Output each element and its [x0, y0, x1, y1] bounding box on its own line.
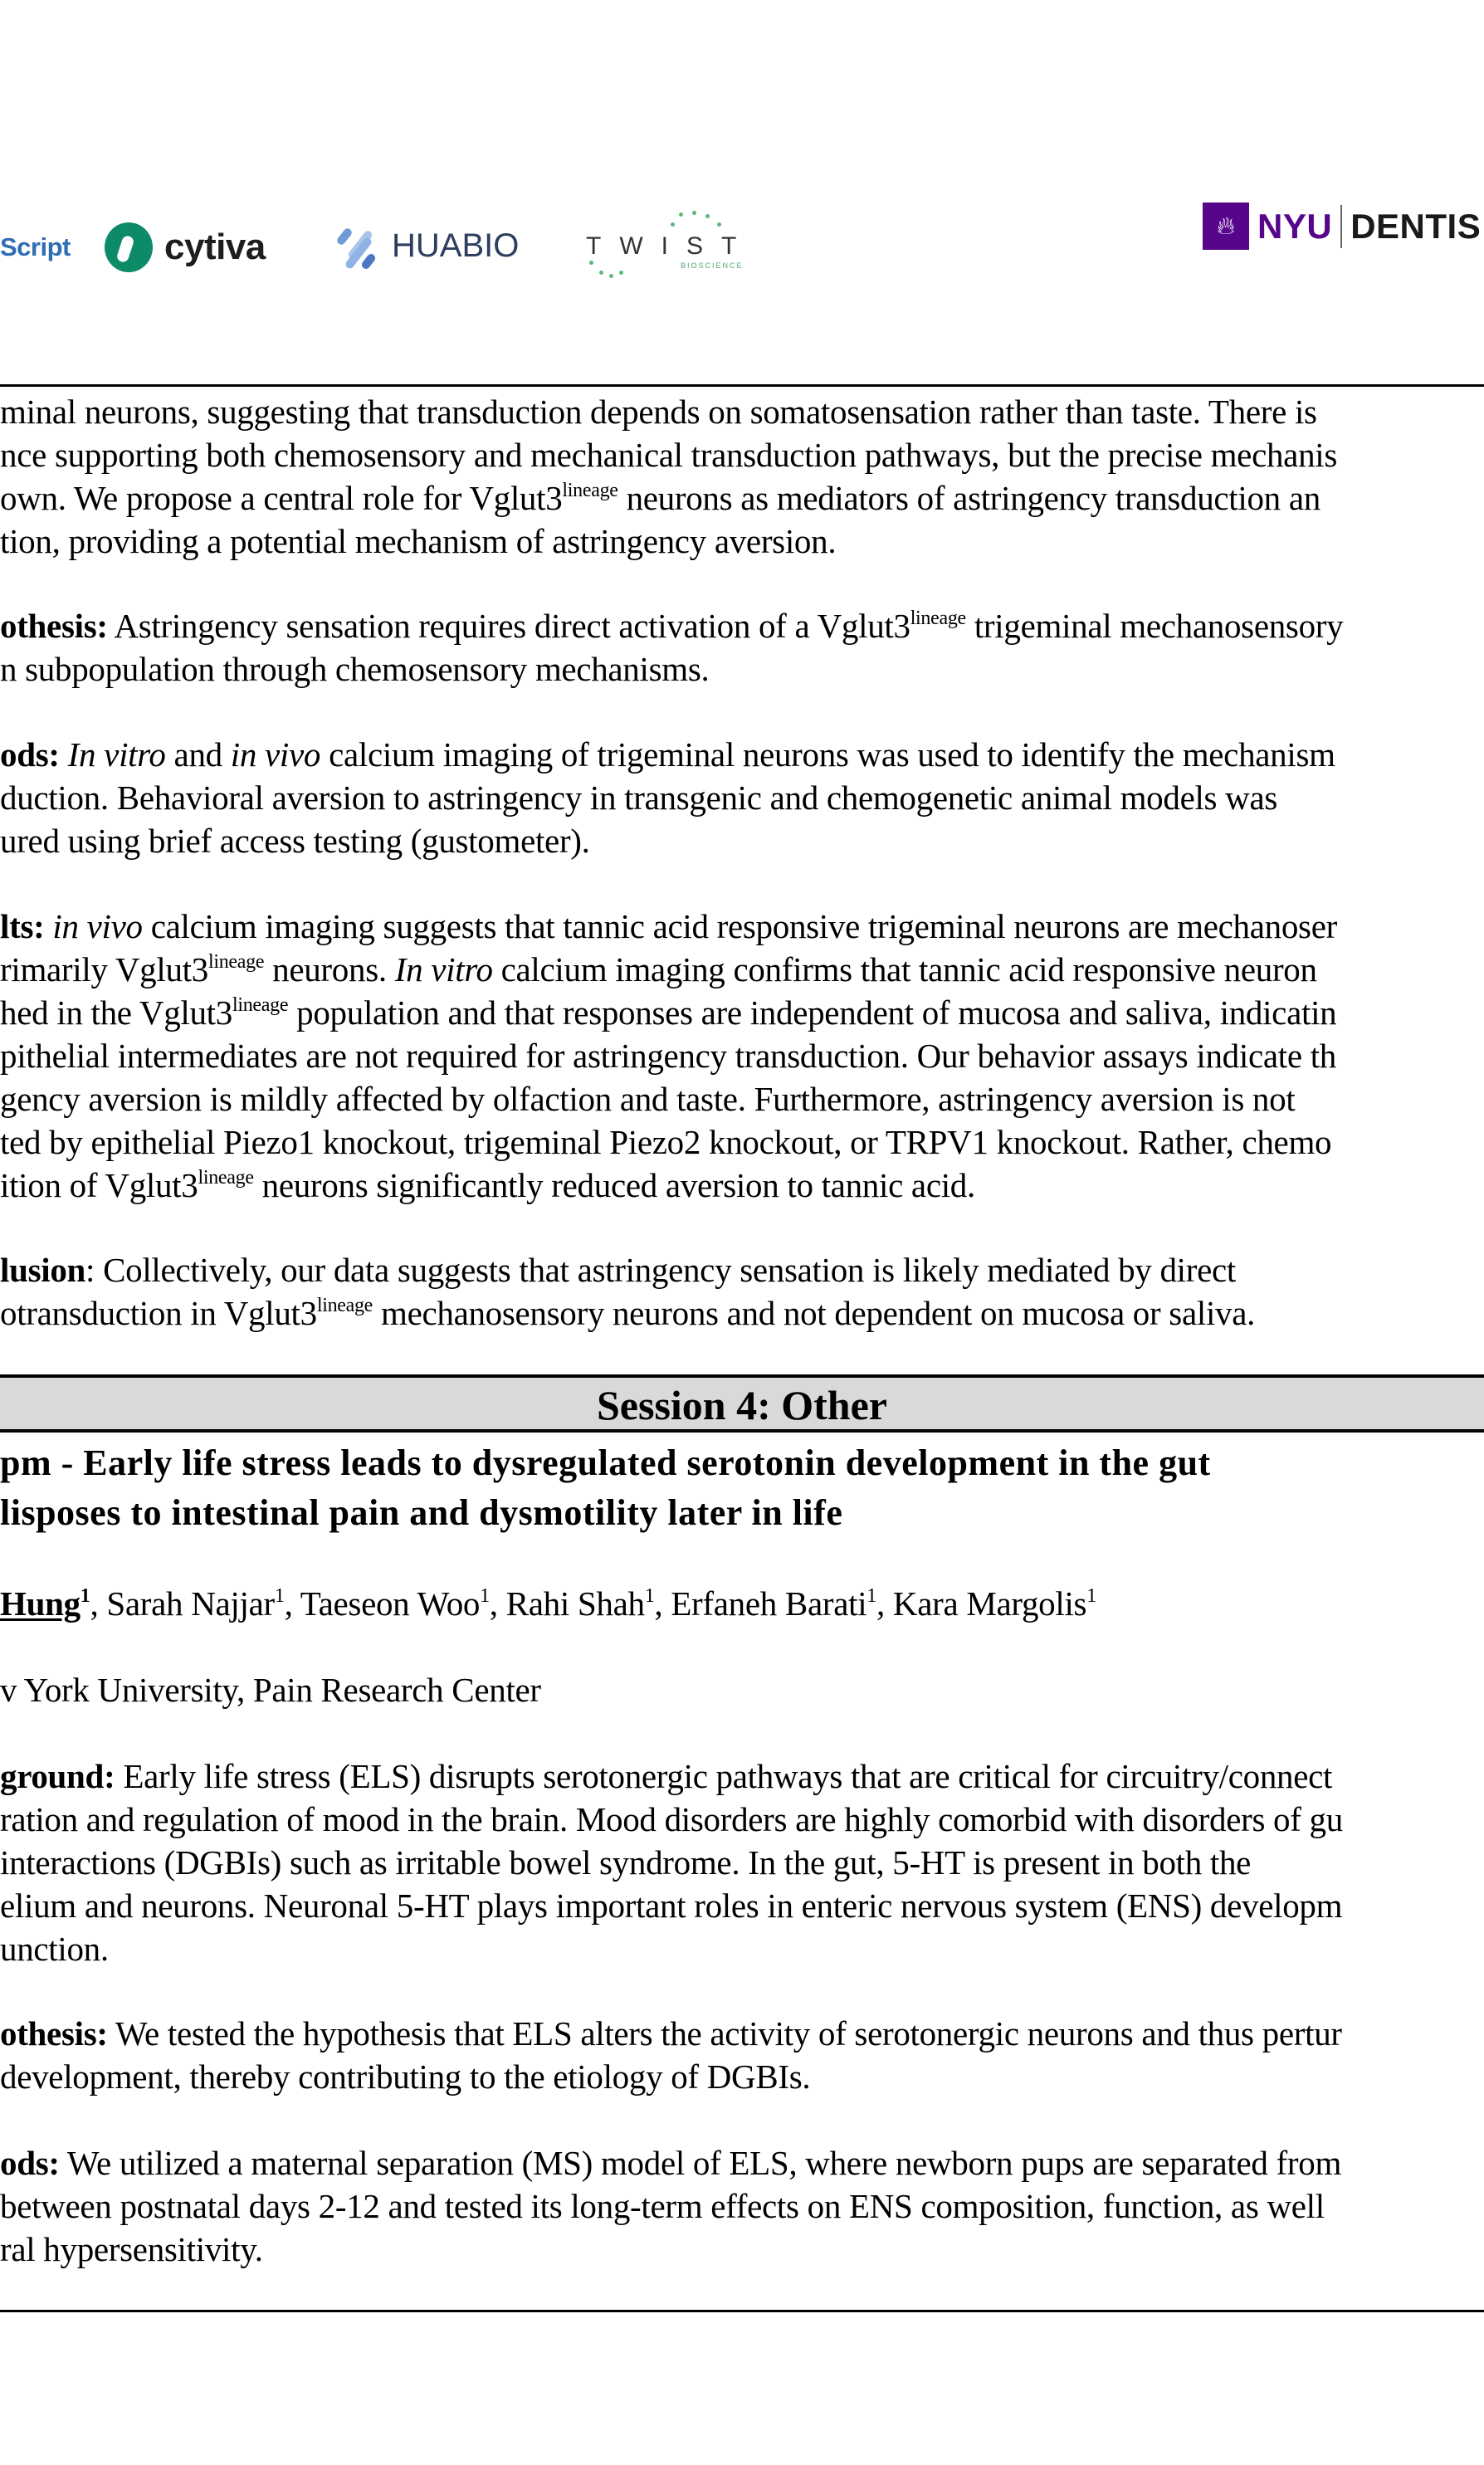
- author: Sarah Najjar: [106, 1584, 275, 1623]
- methods-line: between postnatal days 2-12 and tested its long-term effects on ENS composition, function, as well: [0, 2187, 1325, 2225]
- results-line: ted by epithelial Piezo1 knockout, trigeminal Piezo2 knockout, or TRPV1 knockout. Rather, chemo: [0, 1123, 1332, 1161]
- affiliation: v York University, Pain Research Center: [0, 1671, 541, 1709]
- hypothesis-paragraph: othesis: We tested the hypothesis that ELS alters the activity of serotonergic neurons and thus pertur: [0, 2014, 1342, 2053]
- results-paragraph: lts: in vivo calcium imaging suggests that tannic acid responsive trigeminal neurons are mechanoser: [0, 907, 1337, 945]
- background-line: interactions (DGBIs) such as irritable bowel syndrome. In the gut, 5-HT is present in both the: [0, 1843, 1252, 1882]
- conclusion-line: otransduction in $Vglut3^{lineage}$ mechanosensory neurons and not dependent on mucosa or saliva.: [0, 1294, 1256, 1332]
- hypothesis-line: n subpopulation through chemosensory mechanisms.: [0, 650, 710, 688]
- author: Rahi Shah: [505, 1584, 645, 1623]
- talk-title-line: lisposes to intestinal pain and dysmotility later in life: [0, 1492, 843, 1533]
- presenting-author: Hung: [0, 1584, 81, 1623]
- methods-label: ods:: [0, 735, 60, 774]
- huabio-logo: [335, 222, 519, 269]
- huabio-logo-text: HUABIO: [392, 227, 520, 264]
- background-line: minal neurons, suggesting that transduction depends on somatosensation rather than taste. There is: [0, 393, 1317, 431]
- results-line: rimarily $Vglut3^{lineage}$ neurons. In vitro calcium imaging confirms that tannic acid responsive neuron: [0, 950, 1317, 988]
- results-line: gency aversion is mildly affected by olfaction and taste. Furthermore, astringency aversion is not: [0, 1080, 1296, 1118]
- background-line: ration and regulation of mood in the brain. Mood disorders are highly comorbid with disorders of gu: [0, 1800, 1343, 1838]
- methods-line: duction. Behavioral aversion to astringency in transgenic and chemogenetic animal models was: [0, 779, 1278, 817]
- background-line: tion, providing a potential mechanism of astringency aversion.: [0, 522, 837, 560]
- background-line: elium and neurons. Neuronal 5-HT plays important roles in enteric nervous system (ENS) developm: [0, 1887, 1343, 1925]
- background-line: nce supporting both chemosensory and mechanical transduction pathways, but the precise mechanis: [0, 436, 1338, 474]
- methods-label: ods:: [0, 2144, 60, 2182]
- nyu-dentistry-logo: [1203, 203, 1481, 250]
- author: Kara Margolis: [892, 1584, 1087, 1623]
- bottom-divider: [0, 2310, 1484, 2312]
- twist-logo-subtext: BIOSCIENCE: [681, 261, 744, 270]
- genscript-logo-text: Script: [0, 232, 71, 261]
- hypothesis-label: othesis:: [0, 2014, 108, 2053]
- results-line: pithelial intermediates are not required for astringency transduction. Our behavior assays indicate th: [0, 1037, 1336, 1075]
- methods-line: ured using brief access testing (gustometer).: [0, 822, 590, 860]
- cytiva-logo-text: cytiva: [164, 227, 266, 267]
- background-line: unction.: [0, 1930, 109, 1968]
- background-label: ground:: [0, 1757, 115, 1795]
- nyu-logo-text: NYU: [1257, 206, 1333, 246]
- methods-line: ral hypersensitivity.: [0, 2230, 263, 2268]
- hypothesis-line: development, thereby contributing to the etiology of DGBIs.: [0, 2057, 811, 2096]
- huabio-stripes-icon: [335, 222, 383, 269]
- cytiva-mark-icon: [105, 222, 153, 272]
- results-line: ition of $Vglut3^{lineage}$ neurons significantly reduced aversion to tannic acid.: [0, 1166, 975, 1204]
- methods-paragraph: ods: In vitro and in vivo calcium imaging of trigeminal neurons was used to identify the mechanism: [0, 735, 1335, 774]
- session-title: Session 4: Other: [597, 1382, 887, 1428]
- twist-logo-text: TWIST: [586, 232, 755, 260]
- twist-bioscience-logo: [581, 209, 755, 284]
- results-label: lts:: [0, 907, 45, 945]
- conclusion-paragraph: lusion: Collectively, our data suggests that astringency sensation is likely mediated by direct: [0, 1251, 1236, 1289]
- cytiva-logo: [105, 222, 266, 272]
- author: Erfaneh Barati: [671, 1584, 867, 1623]
- hypothesis-label: othesis:: [0, 607, 108, 645]
- methods-paragraph: ods: We utilized a maternal separation (MS) model of ELS, where newborn pups are separated from: [0, 2144, 1342, 2182]
- background-line: own. We propose a central role for $Vglut3^{lineage}$ neurons as mediators of astringency transduction an: [0, 479, 1320, 517]
- hypothesis-paragraph: othesis: Astringency sensation requires direct activation of a $Vglut3^{lineage}$ trigeminal mechanosensory: [0, 607, 1344, 645]
- logo-separator: [1340, 205, 1342, 248]
- genscript-logo: [0, 232, 71, 262]
- conclusion-label: lusion: [0, 1251, 86, 1289]
- dentistry-logo-text: DENTIS: [1350, 206, 1482, 246]
- author-list: Hung$^1$, Sarah Najjar$^1$, Taeseon Woo$^1$, Rahi Shah$^1$, Erfaneh Barati$^1$, Kara Margolis$^1$: [0, 1584, 1096, 1623]
- torch-icon: 🔥︎: [1203, 203, 1249, 250]
- results-line: hed in the $Vglut3^{lineage}$ population and that responses are independent of mucosa and saliva, indicatin: [0, 993, 1337, 1032]
- author: Taeseon Woo: [300, 1584, 481, 1623]
- talk-title-line: pm - Early life stress leads to dysregulated serotonin development in the gut: [0, 1442, 1211, 1483]
- background-paragraph: ground: Early life stress (ELS) disrupts serotonergic pathways that are critical for circuitry/connect: [0, 1757, 1333, 1795]
- top-divider: [0, 384, 1484, 387]
